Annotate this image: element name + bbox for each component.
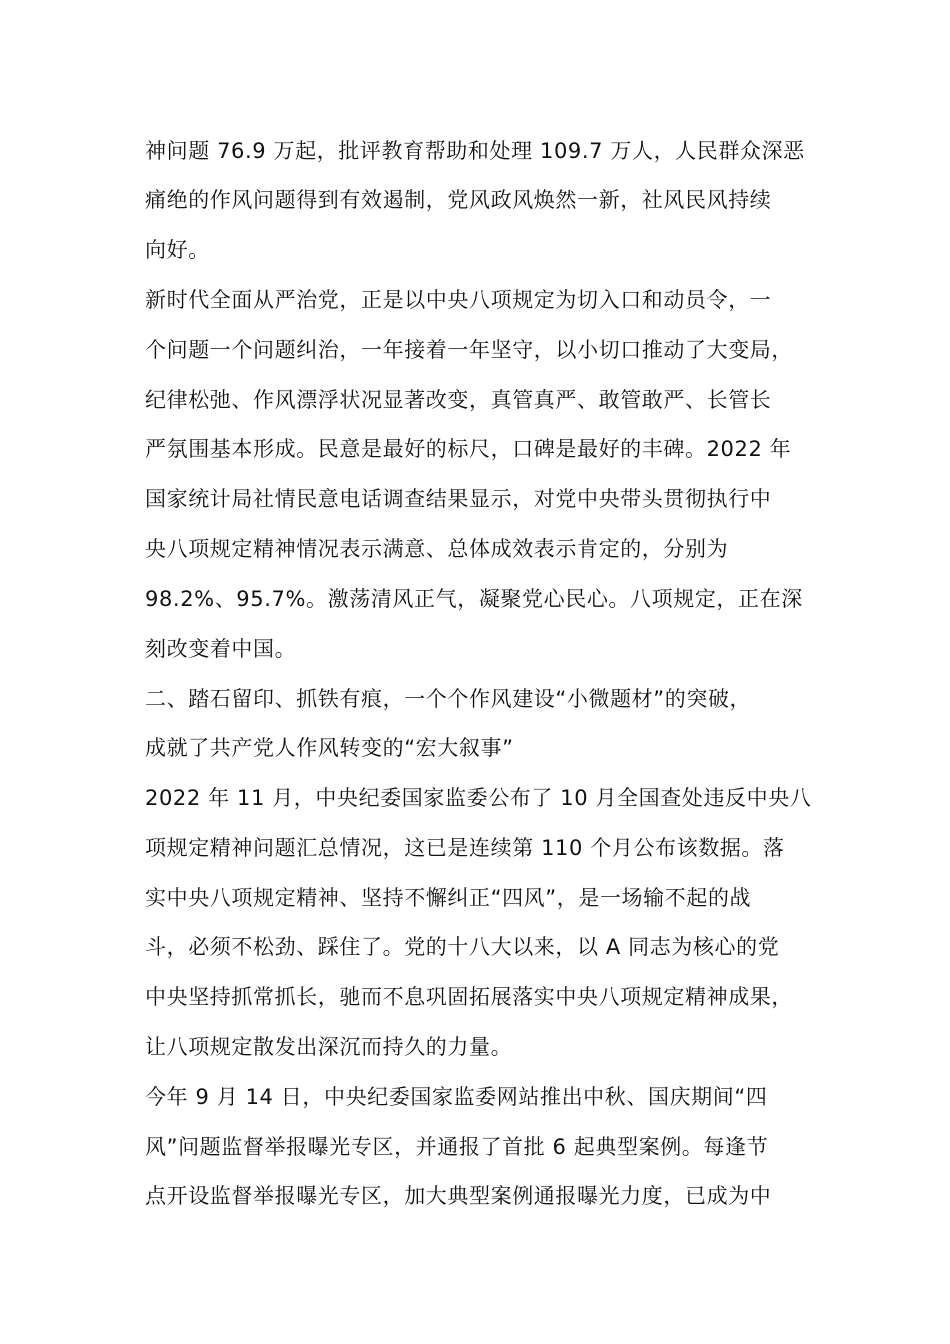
text-line: 让八项规定散发出深沉而持久的力量。 [145,1035,513,1059]
text-line: 98.2%、95.7%。激荡清风正气，凝聚党心民心。八项规定，正在深 [145,587,803,611]
text-line: 中央坚持抓常抓长，驰而不息巩固拓展落实中央八项规定精神成果， [145,985,793,1009]
text-line: 神问题 76.9 万起，批评教育帮助和处理 109.7 万人，人民群众深恶 [145,139,805,163]
heading-line: 成就了共产党人作风转变的“宏大叙事” [145,736,514,760]
text-line: 国家统计局社情民意电话调查结果显示，对党中央带头贯彻执行中 [145,487,772,511]
text-line: 斗，必须不松劲、踩住了。党的十八大以来，以 A 同志为核心的党 [145,935,780,959]
text-line: 项规定精神问题汇总情况，这已是连续第 110 个月公布该数据。落 [145,836,785,860]
text-line: 严氛围基本形成。民意是最好的标尺，口碑是最好的丰碑。2022 年 [145,437,792,461]
heading-line: 二、踏石留印、抓铁有痕，一个个作风建设“小微题材”的突破， [145,687,752,711]
text-line: 今年 9 月 14 日，中央纪委国家监委网站推出中秋、国庆期间“四 [145,1085,768,1109]
text-line: 央八项规定精神情况表示满意、总体成效表示肯定的，分别为 [145,537,729,561]
text-line: 点开设监督举报曝光专区，加大典型案例通报曝光力度，已成为中 [145,1184,772,1208]
text-line: 实中央八项规定精神、坚持不懈纠正“四风”，是一场输不起的战 [145,886,752,910]
text-line: 向好。 [145,238,210,262]
text-line: 痛绝的作风问题得到有效遏制，党风政风焕然一新，社风民风持续 [145,188,772,212]
text-line: 新时代全面从严治党，正是以中央八项规定为切入口和动员令，一 [145,288,772,312]
text-line: 个问题一个问题纠治，一年接着一年坚守，以小切口推动了大变局， [145,338,793,362]
text-line: 2022 年 11 月，中央纪委国家监委公布了 10 月全国查处违反中央八 [145,786,812,810]
text-line: 纪律松弛、作风漂浮状况显著改变，真管真严、敢管敢严、长管长 [145,388,772,412]
text-line: 刻改变着中国。 [145,637,297,661]
text-line: 风”问题监督举报曝光专区，并通报了首批 6 起典型案例。每逢节 [145,1135,769,1159]
